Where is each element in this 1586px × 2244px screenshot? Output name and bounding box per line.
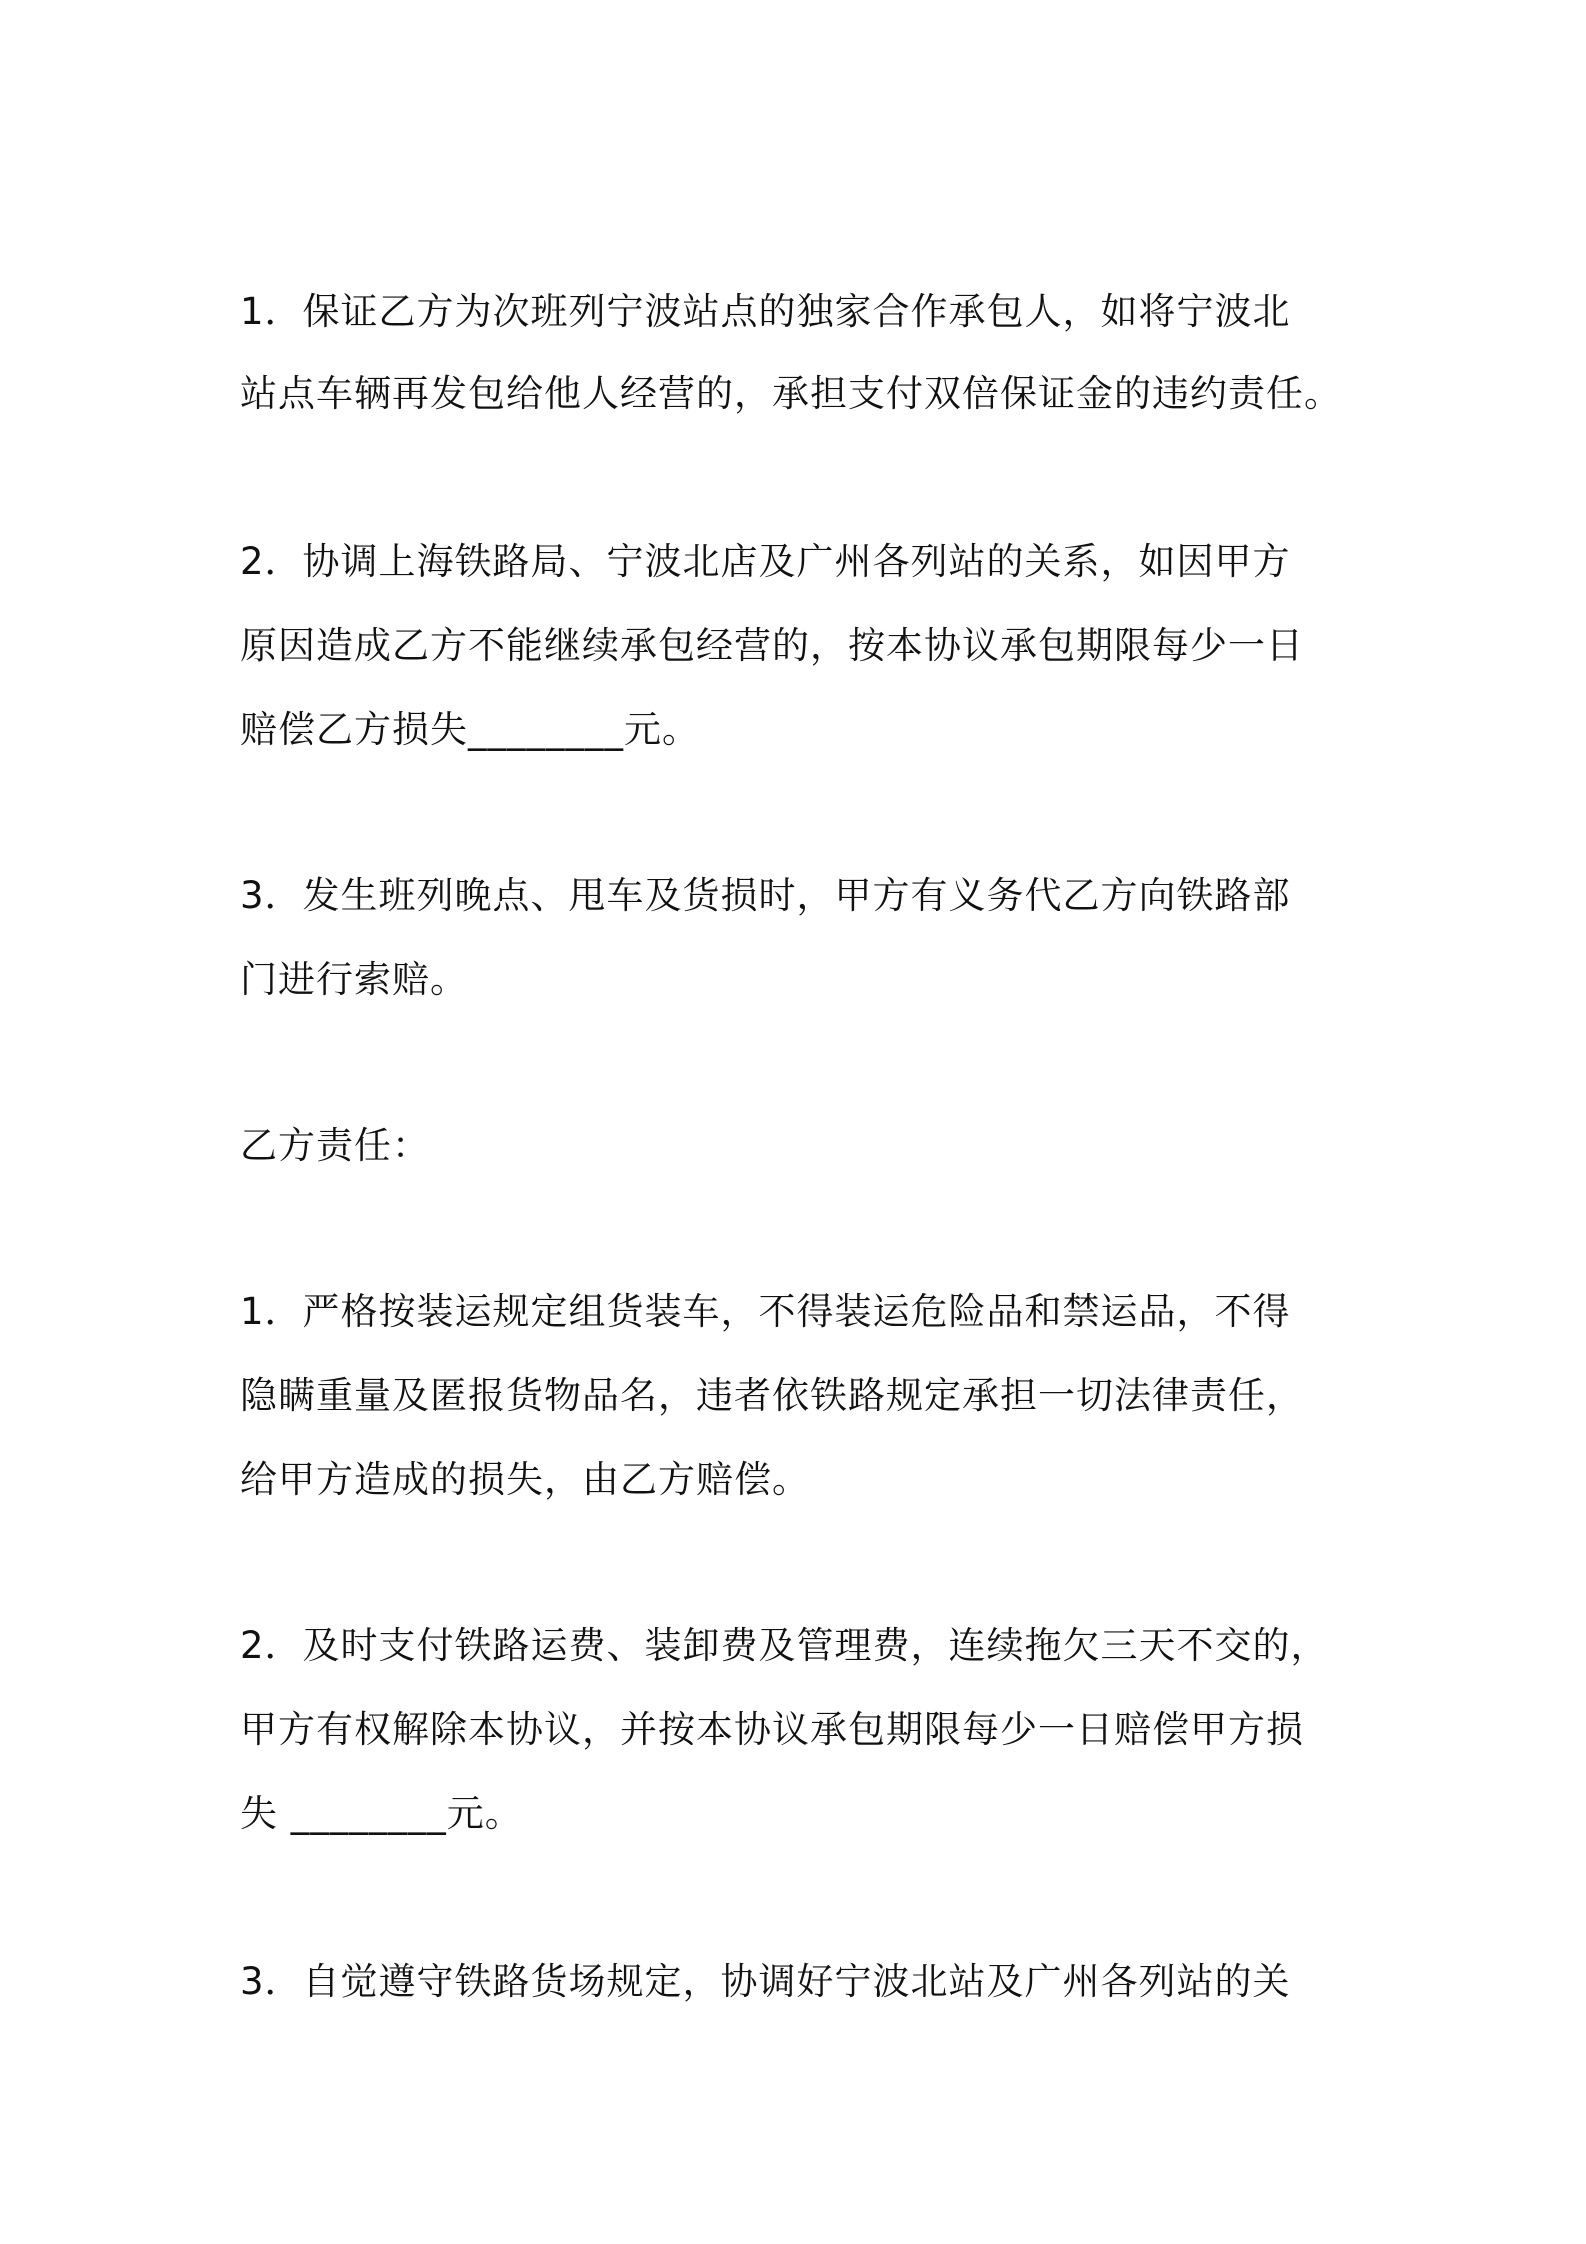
clause-b2-line-3: 失 ________元。 bbox=[240, 1792, 523, 1835]
clause-a2-line-2: 原因造成乙方不能继续承包经营的，按本协议承包期限每少一日 bbox=[240, 624, 1304, 667]
clause-b2-line-1: 2．及时支付铁路运费、装卸费及管理费，连续拖欠三天不交的， bbox=[240, 1624, 1329, 1667]
clause-a1-line-2: 站点车辆再发包给他人经营的，承担支付双倍保证金的违约责任。 bbox=[240, 372, 1342, 415]
clause-a3-line-1: 3．发生班列晚点、甩车及货损时，甲方有义务代乙方向铁路部 bbox=[240, 874, 1291, 917]
clause-a1-line-1: 1．保证乙方为次班列宁波站点的独家合作承包人，如将宁波北 bbox=[240, 290, 1291, 333]
clause-b2-line-2: 甲方有权解除本协议，并按本协议承包期限每少一日赔偿甲方损 bbox=[240, 1708, 1304, 1751]
clause-a3-line-2: 门进行索赔。 bbox=[240, 958, 468, 1001]
clause-b3-line-1: 3．自觉遵守铁路货场规定，协调好宁波北站及广州各列站的关 bbox=[240, 1960, 1291, 2003]
clause-b1-line-1: 1．严格按装运规定组货装车，不得装运危险品和禁运品，不得 bbox=[240, 1290, 1291, 1333]
clause-b1-line-2: 隐瞒重量及匿报货物品名，违者依铁路规定承担一切法律责任， bbox=[240, 1374, 1304, 1417]
clause-a2-line-1: 2．协调上海铁路局、宁波北店及广州各列站的关系，如因甲方 bbox=[240, 540, 1291, 583]
clause-b1-line-3: 给甲方造成的损失，由乙方赔偿。 bbox=[240, 1458, 810, 1501]
clause-a2-line-3: 赔偿乙方损失________元。 bbox=[240, 708, 700, 751]
party-b-heading: 乙方责任： bbox=[240, 1124, 430, 1167]
